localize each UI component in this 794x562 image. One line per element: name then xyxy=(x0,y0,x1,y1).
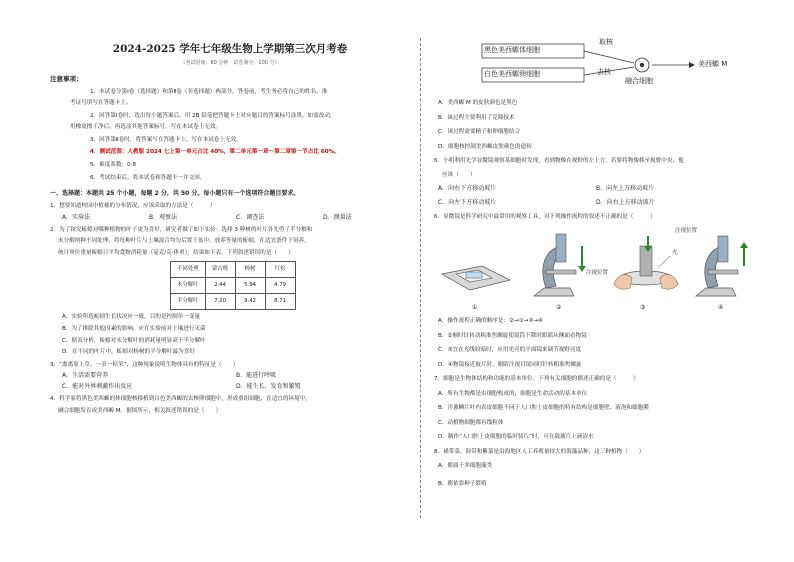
figure-number: ① xyxy=(472,304,478,312)
option-d[interactable]: D．能生长、发育和繁殖 xyxy=(236,383,301,391)
option-c[interactable]: C．③宜在光线较暗时，应用光亮的平面镜来调节视野亮度 xyxy=(438,347,582,354)
table-cell: 9.42 xyxy=(235,294,265,310)
note-item-scope: 4．测试范围：人教版 2024 七上第一单元占比 40%，第二单元第一章～第二章第一节占比 60%。 xyxy=(90,149,340,156)
figure-4-microscope xyxy=(696,236,748,296)
fused-cell-nucleus-icon xyxy=(640,63,644,67)
page-subtitle: （考试时间：60 分钟 试卷满分：100 分） xyxy=(180,60,280,67)
question-4-line2: 融合细胞发育成美西螈 M。据图所示，相关叙述错误的是（ ） xyxy=(58,407,222,414)
option-a[interactable]: A．美西螈 M 的皮肤颜色是黑色 xyxy=(438,100,518,106)
note-item: 考证号填写在答题卡上。 xyxy=(70,100,132,107)
option-d[interactable]: D．④物镜接近玻片时，眼睛注视目镜同时针转粗准焦螺旋 xyxy=(438,361,582,368)
option-a[interactable]: A．生活需要营养 xyxy=(62,372,109,380)
option-a[interactable]: A．实验所选蚯蚓生长状况应一致，目的是控制单一变量 xyxy=(62,314,201,321)
table-header: 蒙古栎 xyxy=(205,262,235,278)
notes-heading: 注意事项： xyxy=(50,74,83,83)
question-1-options xyxy=(50,214,410,222)
option-b[interactable]: B．该过程主要利用了克隆技术 xyxy=(438,114,515,121)
table-header: 杨树 xyxy=(235,262,265,278)
light-label: 光 xyxy=(672,250,678,257)
option-c[interactable]: C．能对外界刺激作出反应 xyxy=(62,383,133,391)
table-cell: 8.71 xyxy=(265,294,295,310)
remove-nucleus-label: 去核 xyxy=(597,68,611,76)
take-nucleus-label: 取核 xyxy=(599,38,613,46)
figure-number: ② xyxy=(556,304,562,312)
option-a[interactable]: A．向右下方移动玻片 xyxy=(438,185,497,193)
microscope-figures xyxy=(434,226,754,314)
option-b[interactable]: B．观察法 xyxy=(149,213,178,221)
figure-number: ③ xyxy=(640,304,646,312)
option-c[interactable]: C．动植物细胞都有线粒体 xyxy=(438,419,504,426)
table-cell: 2.44 xyxy=(205,278,235,294)
result-label: 美西螈 M xyxy=(698,60,728,68)
option-c[interactable]: C．该过程需要精子和卵细胞结合 xyxy=(438,129,521,136)
question-2-line3: 统计单位重量蚯蚓日平均食物消耗量（毫克/克·体重），结果如下表。下列叙述错误的是（ ） xyxy=(58,249,294,256)
option-b[interactable]: B．都依靠种子繁殖 xyxy=(438,481,487,488)
note-item: 5．难度系数：0.8 xyxy=(90,161,137,168)
note-item: 1．本试卷分第Ⅰ卷（选择题）和第Ⅱ卷（非选择题）两部分。答卷前，考生务必将自己的姓名、准 xyxy=(90,88,328,95)
question-7: 7．细胞是生物体结构和功能的基本单位。下列有关细胞的描述正确的是（ ） xyxy=(434,376,639,383)
focus-position-label-2: 注视位置 xyxy=(586,270,609,277)
column-divider xyxy=(420,38,421,518)
note-item: 6．考试结束后，将本试卷和答题卡一并交回。 xyxy=(90,174,206,181)
question-3-options-row2 xyxy=(50,383,410,391)
option-b[interactable]: B．洋葱鳞片叶内表皮细胞不同于人口腔上皮细胞的特有结构是细胞壁、液泡和细胞膜 xyxy=(438,405,649,412)
figure-number: ④ xyxy=(718,304,724,312)
option-d[interactable]: D．测量法 xyxy=(323,213,352,221)
figure-2-microscope xyxy=(534,234,586,296)
option-a[interactable]: A．操作流程正确的顺序是：②→①→③→④ xyxy=(438,318,544,325)
question-8: 8．裙带菜、海带和紫菜是沿海地区人工养殖量较大的海藻品种，这三种植物（ ） xyxy=(434,448,645,455)
option-a[interactable]: A．实验法 xyxy=(62,213,91,221)
question-3: 3．“离离原上草，一岁一枯荣”，这种现象说明生物体具有的特征是（ ） xyxy=(50,361,239,368)
option-b[interactable]: B．向左上方移动玻片 xyxy=(596,185,655,193)
figure-1-stage xyxy=(442,266,510,290)
table-row xyxy=(171,278,296,294)
question-6: 6．显微镜是科学研究中最常用的观察工具，对下列操作流程的叙述不正确的是（ ） xyxy=(434,214,656,221)
option-a[interactable]: A．都属于多细胞藻类 xyxy=(438,463,493,470)
question-3-options-row1 xyxy=(50,372,410,380)
note-item: 3．回答第Ⅱ卷时，将答案写在答题卡上。写在本试卷上无效。 xyxy=(90,136,242,143)
table-header: 不同处理 xyxy=(171,262,206,278)
table-cell: 未分解叶 xyxy=(171,278,206,294)
option-c[interactable]: C．据表分析，蚯蚓对未分解叶的消耗量明显高于半分解叶 xyxy=(62,337,206,344)
option-d[interactable]: D．制作“人口腔上皮细胞的临时装片”时，可在载玻片上滴清水 xyxy=(438,434,594,441)
option-a[interactable]: A．所有生物都是由细胞构成的，细胞是生命活动的基本单位 xyxy=(438,390,588,397)
table-cell: 半分解叶 xyxy=(171,294,206,310)
question-5-options-row2 xyxy=(434,199,754,207)
white-cell-label: 白色美西螈卵细胞 xyxy=(484,70,540,78)
option-d[interactable]: D．向右上方移动玻片 xyxy=(596,199,655,207)
option-c[interactable]: C．调查法 xyxy=(236,213,265,221)
question-2-line2: 未分解两种不同处理，将每种叶片与土壤混合均匀后置于盆中，放养等量的蚯蚓，在适宜条件下饲养， xyxy=(58,238,310,245)
cloning-diagram xyxy=(434,38,754,96)
question-1: 1．想要知道校园中植被的分布情况，应该采取的方法是（ ） xyxy=(50,203,216,210)
question-4-line1: 4．科学家将黑色美西螈的体细胞核移植到白色美西螈的去核卵细胞中，形成重组细胞，在适宜的环境中， xyxy=(50,396,311,403)
focus-position-label: 注视位置 xyxy=(675,228,698,235)
table-cell: 4.79 xyxy=(265,278,295,294)
table-header: 红松 xyxy=(265,262,295,278)
option-d[interactable]: D．细胞核控制美西螈皮肤颜色的遗传 xyxy=(438,143,532,150)
part1-heading: 一、选择题：本题共 25 个小题，每题 2 分，共 50 分。每小题只有一个选项符合题目要求。 xyxy=(50,190,300,198)
question-5-line2: 应该（ ） xyxy=(442,171,476,178)
question-2-line1: 2．为了探究蚯蚓对哪种植物的叶子更为喜好，研究者做了如下实验：选择 3 种树的叶片各先剪了半分解和 xyxy=(50,226,313,233)
option-d[interactable]: D．在不同的叶片中，蚯蚓对杨树的半分解叶最为喜好 xyxy=(62,349,195,356)
option-b[interactable]: B．为了排除其他因素的影响，应在实验前对土壤进行灭菌 xyxy=(62,325,206,332)
black-cell-label: 黑色美西螈体细胞 xyxy=(484,46,540,54)
left-column xyxy=(50,38,410,415)
option-b[interactable]: B．②顺时针转动粗准焦螺旋使镜筒下降时眼睛从侧面看物镜 xyxy=(438,332,587,339)
data-table xyxy=(170,261,296,310)
question-5-line1: 5．小明利用光学显微镜观察某细胞时发现，看到物像在视野的左上方。若要将物像移至视野中央，他 xyxy=(434,158,684,165)
note-item: 2．回答第Ⅰ卷时，选出每小题答案后，用 2B 铅笔把答题卡上对应题目的答案标号涂黑。如需改动， xyxy=(90,112,336,119)
page-title: 2024-2025 学年七年级生物上学期第三次月考卷 xyxy=(112,43,348,55)
table-cell: 5.94 xyxy=(235,278,265,294)
option-c[interactable]: C．向左下方移动玻片 xyxy=(438,199,497,207)
option-b[interactable]: B．能进行呼吸 xyxy=(236,372,277,380)
question-5-options-row1 xyxy=(434,185,754,193)
table-header-row xyxy=(171,262,296,278)
arrow-take-nucleus xyxy=(584,51,634,63)
table-row xyxy=(171,294,296,310)
fused-cell-label: 融合细胞 xyxy=(625,77,653,85)
right-column xyxy=(434,38,754,489)
table-cell: 7.20 xyxy=(205,294,235,310)
arrowhead-icon xyxy=(689,62,695,68)
note-item: 用橡皮擦干净后，再选涂其他答案标号。写在本试卷上无效。 xyxy=(70,124,222,131)
figure-3-hands xyxy=(614,236,678,289)
